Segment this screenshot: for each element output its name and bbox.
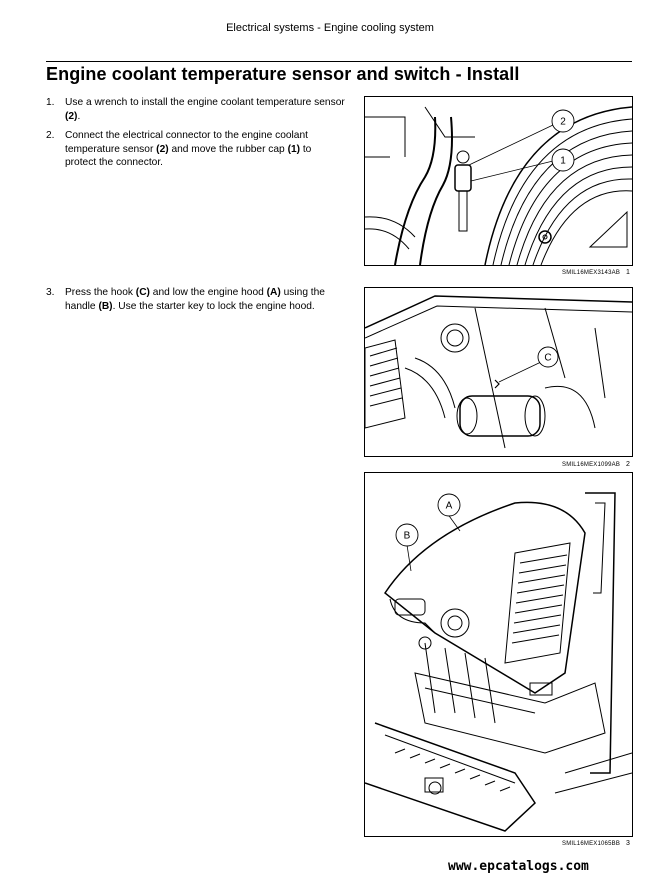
step-text: Press the hook (C) and low the engine hood (A) using the handle (B). Use the starter key to lock the engine hood. (65, 287, 325, 312)
page-title: Engine coolant temperature sensor and switch - Install (46, 64, 520, 84)
figure-3-illustration (365, 473, 632, 836)
title-rule (46, 61, 632, 62)
footer-url[interactable]: www.epcatalogs.com (448, 859, 589, 874)
callout-2: 2 (560, 116, 566, 128)
figure-1-illustration (365, 97, 632, 265)
figure-1-number: 1 (626, 269, 630, 276)
figure-1 (364, 96, 633, 266)
step-number: 2. (46, 130, 55, 141)
figure-1-caption: SMIL16MEX3143AB (562, 270, 621, 276)
figure-2-number: 2 (626, 461, 630, 468)
figure-3 (364, 472, 633, 837)
step-text: Connect the electrical connector to the engine coolant temperature sensor (2) and move the rubber cap (1) to protect the connector. (65, 130, 312, 169)
figure-2-caption: SMIL16MEX1099AB (562, 462, 621, 468)
figure-2 (364, 287, 633, 457)
step-text: Use a wrench to install the engine coolant temperature sensor (2). (65, 97, 345, 122)
figure-2-illustration (365, 288, 632, 456)
step-number: 3. (46, 287, 55, 298)
callout-a: A (445, 500, 453, 512)
figure-3-caption: SMIL16MEX1065BB (562, 841, 621, 847)
callout-c: C (544, 352, 552, 364)
step-number: 1. (46, 97, 55, 108)
running-header: Electrical systems - Engine cooling system (226, 22, 434, 34)
figure-3-number: 3 (626, 840, 630, 847)
callout-b: B (403, 530, 411, 542)
callout-1: 1 (560, 155, 566, 167)
